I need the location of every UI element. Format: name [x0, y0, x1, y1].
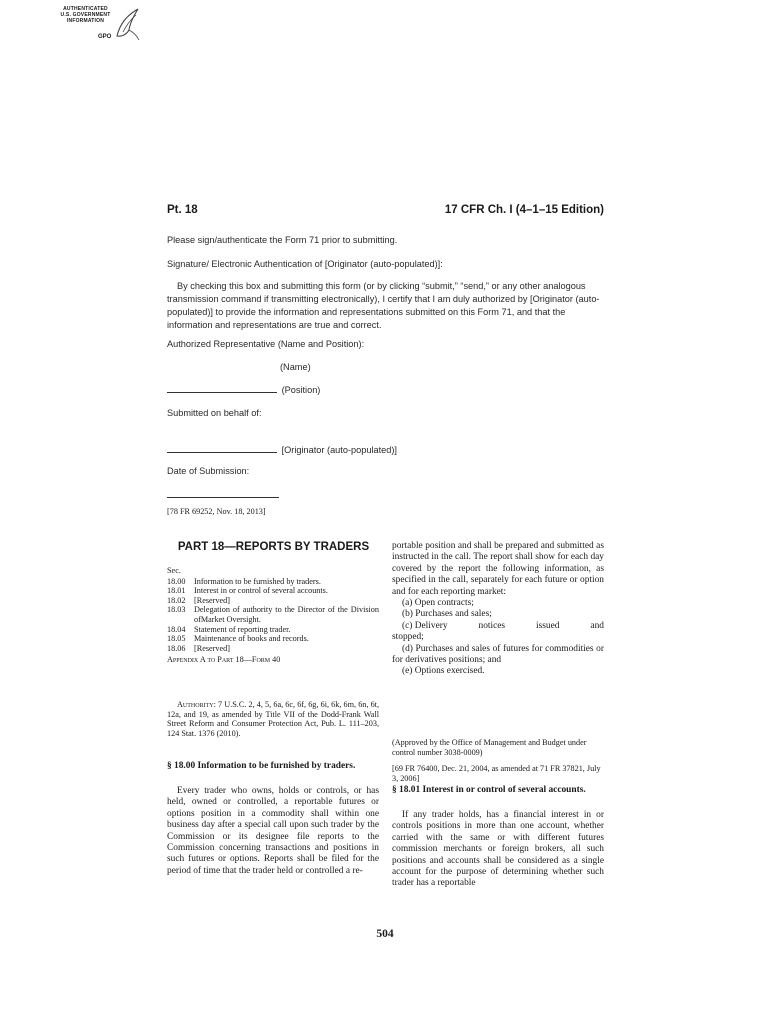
omb-approval-note: (Approved by the Office of Management and Budget under control number 3038-0009) — [392, 738, 587, 757]
section-18-01-heading: § 18.01 Interest in or control of several accounts. — [392, 785, 586, 795]
position-blank — [167, 383, 277, 393]
toc-item — [167, 586, 379, 596]
form-certification-text — [167, 280, 607, 332]
form-position-line — [167, 383, 320, 397]
list-item-continuation: stopped; — [392, 632, 424, 643]
form-originator-label: [Originator (auto-populated)] — [281, 445, 397, 455]
citation-form71: [78 FR 69252, Nov. 18, 2013] — [167, 507, 266, 516]
gpo-authentication-logo — [58, 6, 148, 46]
toc-item-title: Statement of reporting trader. — [194, 624, 291, 634]
toc-item — [167, 596, 379, 606]
list-item: (b) Purchases and sales; — [402, 609, 492, 620]
table-of-contents — [167, 566, 379, 665]
toc-item-number: 18.04 — [167, 624, 186, 634]
form-name-label: (Name) — [280, 362, 311, 372]
toc-item-title: Information to be furnished by traders. — [194, 576, 321, 586]
continuation-paragraph: portable position and shall be prepared and submitted as instructed in the call. The report shall show for each day covered by the report the following information, as specified in the call, separately for each future or option and for each reporting market: — [392, 541, 604, 597]
eagle-icon — [114, 6, 144, 42]
part-title: PART 18—REPORTS BY TRADERS — [177, 541, 370, 553]
list-item: (c) Delivery notices issued and — [402, 620, 604, 631]
form-signature-label: Signature/ Electronic Authentication of [Originator (auto-populated)]: — [167, 259, 443, 269]
toc-item-number: 18.05 — [167, 634, 186, 644]
toc-item-title: [Reserved] — [194, 643, 230, 653]
toc-item — [167, 644, 379, 654]
list-item: (d) Purchases and sales of futures for commodities or for derivatives positions; and — [392, 643, 604, 666]
toc-appendix: Appendix A to Part 18—Form 40 — [167, 655, 281, 665]
authority-citation — [167, 700, 379, 738]
toc-item-number: 18.06 — [167, 643, 186, 653]
toc-item-title: Interest in or control of several accounts. — [194, 586, 328, 596]
authority-text: 7 U.S.C. 2, 4, 5, 6a, 6c, 6f, 6g, 6i, 6k, 6m, 6n, 6t, 12a, and 19, as amended by Title VII of the Dodd-Frank Wall Street Reform and Consumer Protection Act, Pub. L. 111–203, 124 Stat. 1376 (2010). — [167, 700, 380, 738]
page-number: 504 — [376, 928, 394, 940]
section-18-00-heading: § 18.00 Information to be furnished by traders. — [167, 761, 356, 771]
toc-item-title: Delegation of authority to the Director of the Division ofMarket Oversight. — [194, 605, 379, 624]
form-originator-line — [167, 443, 397, 457]
list-item: (e) Options exercised. — [402, 666, 485, 677]
authority-label: Authority: — [177, 700, 216, 709]
running-header-left: Pt. 18 — [167, 204, 198, 216]
form-position-label: (Position) — [281, 385, 321, 395]
citation-18-00: [69 FR 76400, Dec. 21, 2004, as amended at 71 FR 37821, July 3, 2006] — [392, 764, 601, 783]
right-column-text — [392, 541, 604, 678]
list-item: (a) Open contracts; — [402, 598, 474, 609]
toc-item-number: 18.00 — [167, 576, 186, 586]
originator-blank — [167, 443, 277, 453]
toc-item — [167, 634, 379, 644]
toc-item — [167, 605, 379, 624]
certification-paragraph: By checking this box and submitting this form (or by clicking “submit,” “send,” or any other analogous transmission command if transmitting electronically), I certify that I am duly authorized by [Originator (auto-populated)] to provide the information and representations submitted on this Form 71, and that the information and representations are true and correct. — [167, 281, 600, 330]
toc-item — [167, 577, 379, 587]
section-18-01-body: If any trader holds, has a financial interest in or controls positions in more than one account, whether carried with the same or with different futures commission merchants or foreign brokers, all such positions and accounts shall be considered as a single account for the purpose of determining whether such trader has a reportable — [392, 810, 604, 889]
logo-text: AUTHENTICATED U.S. GOVERNMENT INFORMATION — [60, 6, 111, 24]
form-representative-label: Authorized Representative (Name and Position): — [167, 339, 365, 349]
form-instruction: Please sign/authenticate the Form 71 prior to submitting. — [167, 235, 398, 245]
form-behalf-label: Submitted on behalf of: — [167, 408, 262, 418]
section-18-00-body: Every trader who owns, holds or controls, or has held, owned or controlled, a reportable futures or options position in a commodity shall within one business day after a special call upon such trader by the Commission or its designee file reports to the Commission concerning transactions and positions in such futures or options. Reports shall be filed for the period of time that the trader held or controlled a re- — [167, 786, 379, 876]
toc-item-number: 18.02 — [167, 595, 186, 605]
date-blank-line — [167, 496, 279, 498]
running-header-right: 17 CFR Ch. I (4–1–15 Edition) — [444, 204, 604, 216]
toc-item-title: Maintenance of books and records. — [194, 634, 309, 644]
toc-item — [167, 625, 379, 635]
toc-item-number: 18.01 — [167, 586, 186, 596]
toc-item-number: 18.03 — [167, 605, 186, 615]
toc-sec-label: Sec. — [167, 566, 181, 575]
form-date-label: Date of Submission: — [167, 466, 250, 476]
toc-item-title: [Reserved] — [194, 595, 230, 605]
logo-gpo: GPO — [98, 34, 112, 40]
